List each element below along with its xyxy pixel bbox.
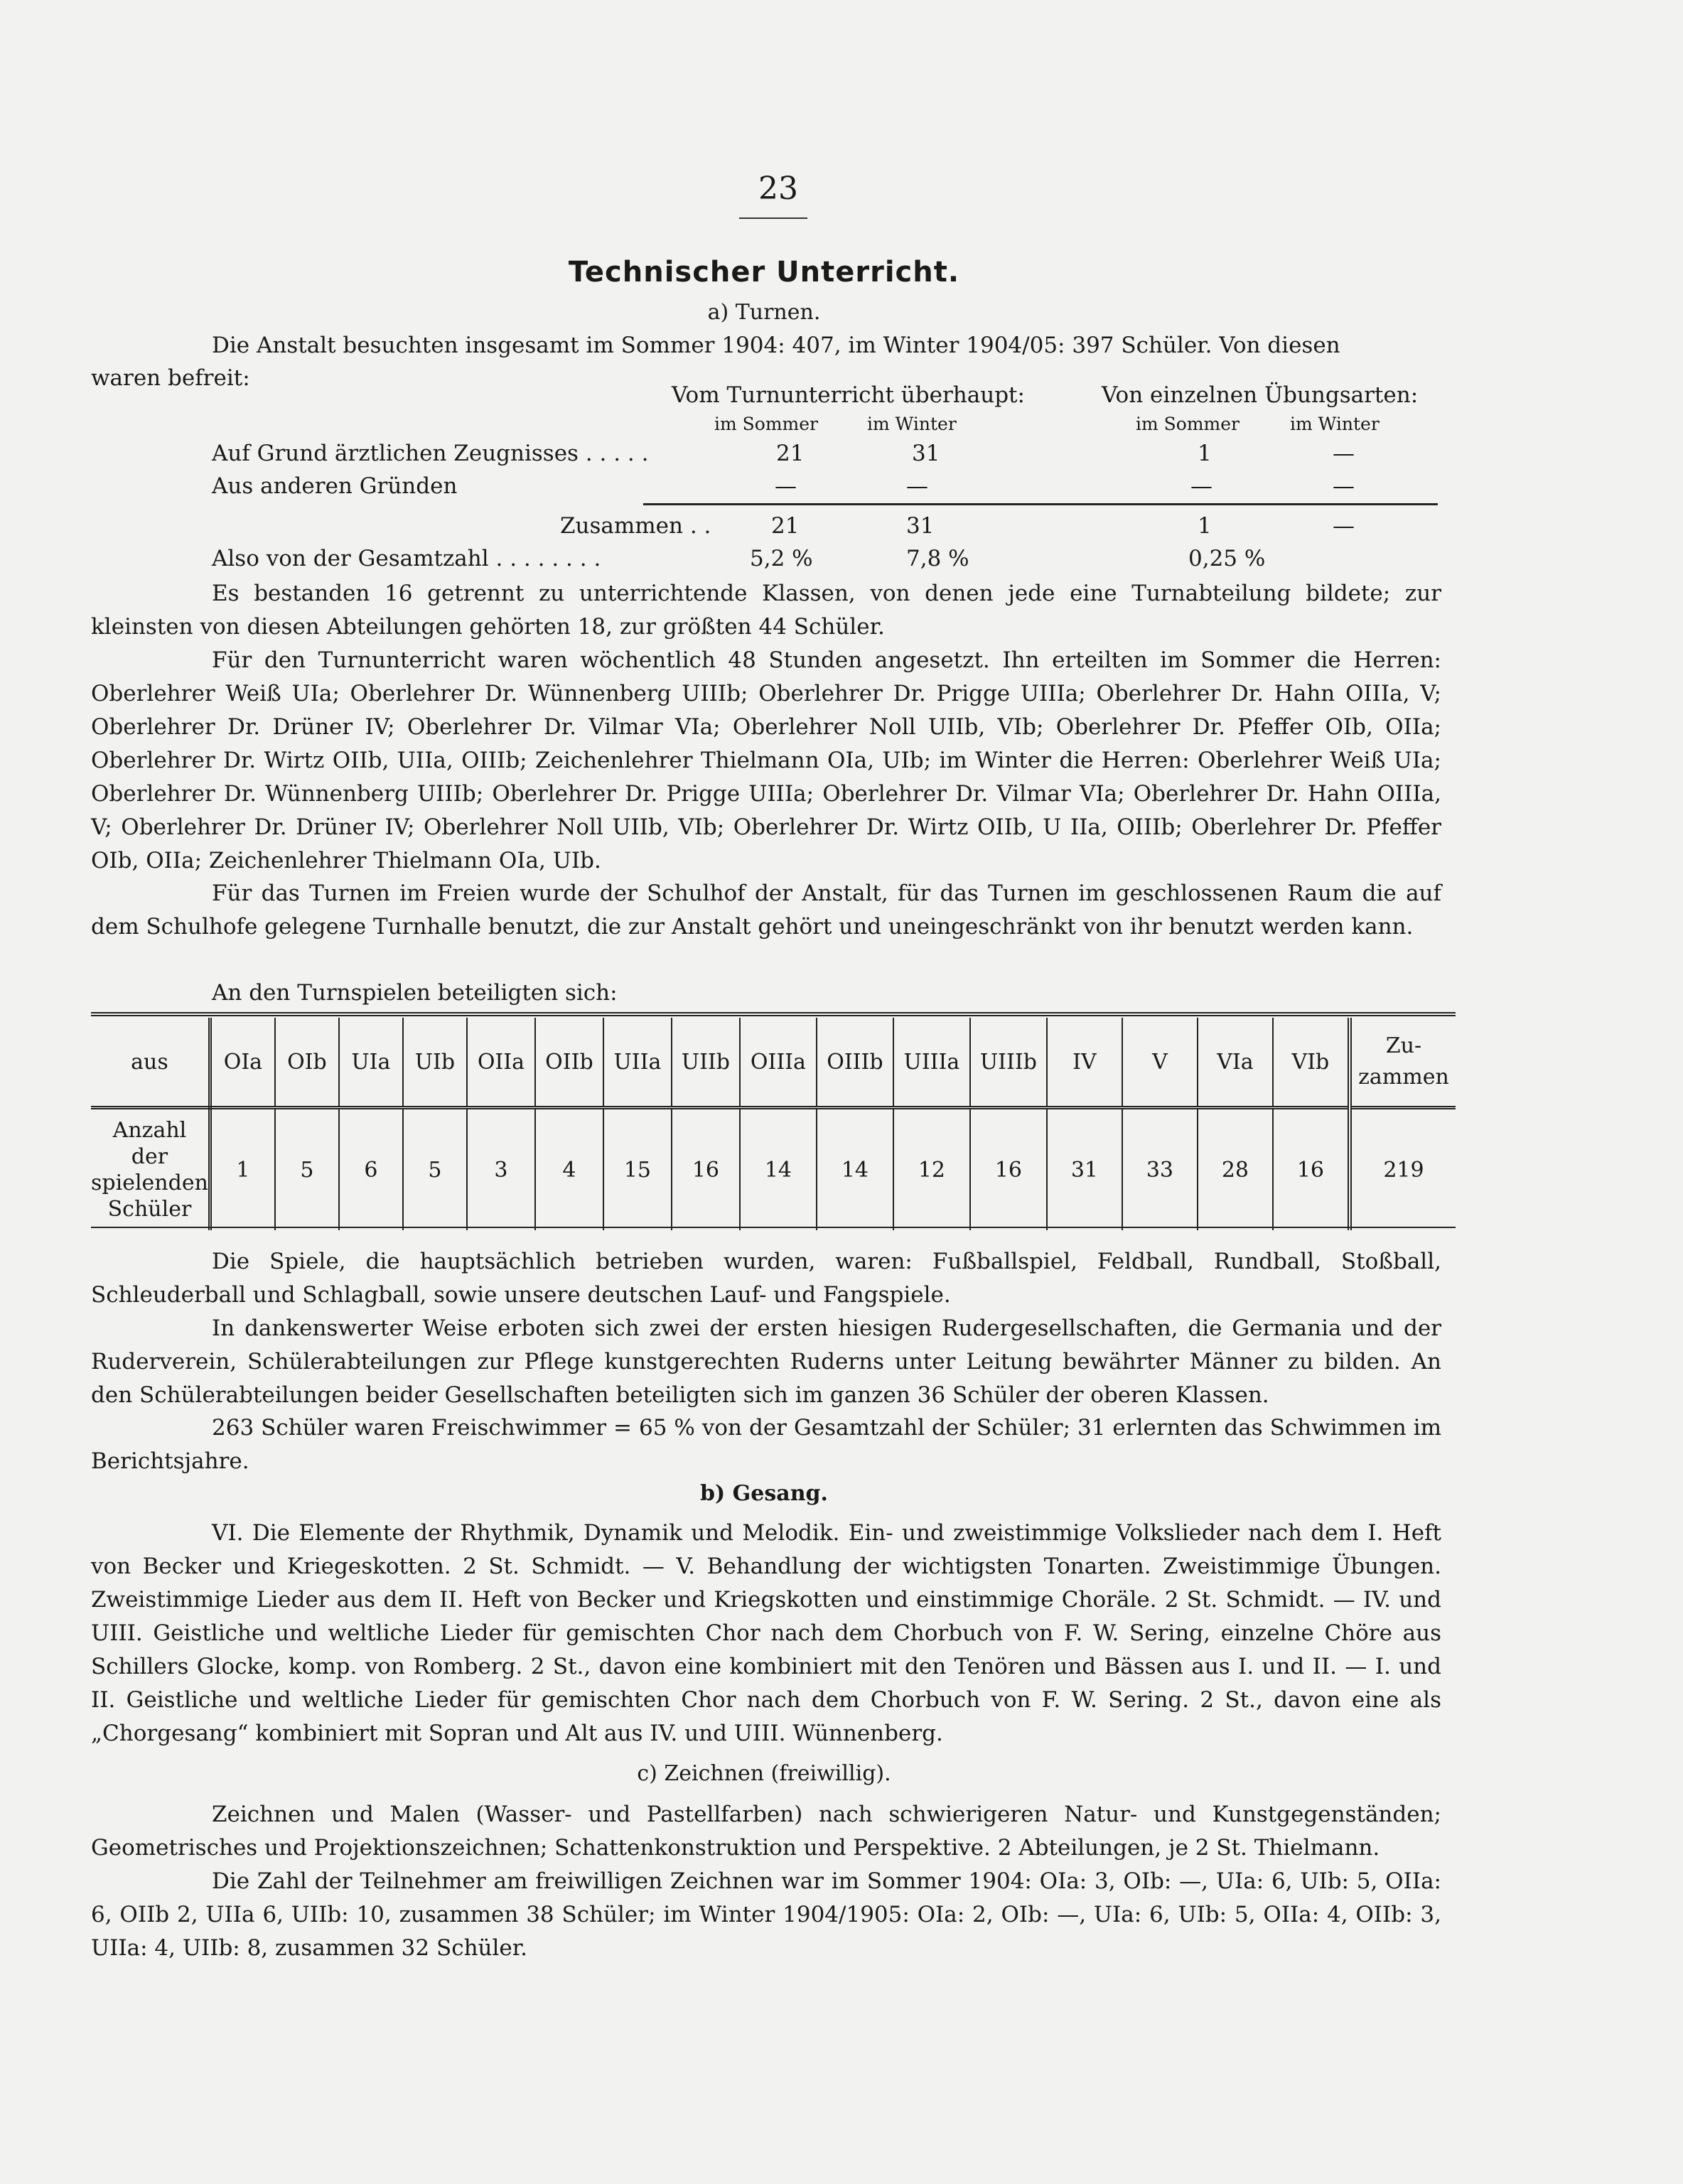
row-aerztlich-partial-summer: 1 (1198, 441, 1212, 466)
table-bottom-rule (91, 1227, 1456, 1228)
header-partial-summer: im Sommer (1136, 414, 1240, 434)
pct-label: Also von der Gesamtzahl . . . . . . . . (212, 546, 601, 571)
paragraph-schwimmen: 263 Schüler waren Freischwimmer = 65 % von der Gesamtzahl der Schüler; 31 erlernten das Schwimmen im Berichtsjahre. (91, 1415, 1441, 1474)
row-andere-winter: — (906, 473, 928, 499)
paragraph-lehrer: Für den Turnunterricht waren wöchentlich 48 Stunden angesetzt. Ihn erteilten im Sommer die Herren: Oberlehrer Weiß UIa; Oberlehrer Dr. Wünnenberg UIIIb; Oberlehrer Dr. Prigge UIIIa; Oberlehrer Dr. Hahn OIIIa, V; Oberlehrer Dr. Drüner IV; Oberlehrer Dr. Vilmar VIa; Oberlehrer Noll UIIb, VIb; Oberlehrer Dr. Pfeffer OIb, OIIa; Oberlehrer Dr. Wirtz OIIb, UIIa, OIIIb; Zeichenlehrer Thielmann OIa, UIb; im Winter die Herren: Oberlehrer Weiß UIa; Oberlehrer Dr. Wünnenberg UIIIb; Oberlehrer Dr. Prigge UIIIa; Oberlehrer Dr. Vilmar VIa; Oberlehrer Dr. Hahn OIIIa, V; Oberlehrer Dr. Drüner IV; Oberlehrer Noll UIIb, VIb; Oberlehrer Dr. Wirtz OIIb, U IIa, OIIIb; Oberlehrer Dr. Pfeffer OIb, OIIa; Zeichenlehrer Thielmann OIa, UIb. (91, 647, 1441, 873)
class-col-UIa: UIa (339, 1018, 403, 1108)
paragraph-turnen-im-freien: Für das Turnen im Freien wurde der Schulhof der Anstalt, für das Turnen im geschlossenen Raum die auf dem Schulhofe gelegene Turnhalle benutzt, die zur Anstalt gehört und uneingeschränkt von ihr benutzt werden kann. (91, 881, 1441, 940)
value-OIIb: 4 (535, 1108, 603, 1231)
pct-summer: 5,2 % (750, 546, 813, 571)
class-col-UIb: UIb (403, 1018, 467, 1108)
value-OIb: 5 (275, 1108, 339, 1231)
header-overall-summer: im Sommer (714, 414, 818, 434)
class-col-OIb: OIb (275, 1018, 339, 1108)
class-col-VIa: VIa (1198, 1018, 1273, 1108)
intro-line-1: Die Anstalt besuchten insgesamt im Sommer 1904: 407, im Winter 1904/05: 397 Schüler. Von diesen (212, 333, 1340, 358)
row-aerztlich-partial-winter: — (1333, 441, 1355, 466)
value-UIIIb: 16 (970, 1108, 1047, 1231)
subsection-b-heading: b) Gesang. (700, 1481, 828, 1506)
value-UIIIa: 12 (893, 1108, 970, 1231)
row-label (91, 1108, 210, 1231)
row-aerztlich-label: Auf Grund ärztlichen Zeugnisses . . . . . (212, 441, 649, 466)
row-aerztlich-summer: 21 (776, 441, 805, 466)
class-col-OIa: OIa (210, 1018, 275, 1108)
row-andere-partial-summer: — (1190, 473, 1212, 499)
sum-winter: 31 (906, 513, 935, 539)
value-VIb: 16 (1273, 1108, 1350, 1231)
class-col-VIb: VIb (1273, 1018, 1350, 1108)
table-top-rule (91, 1012, 1456, 1016)
section-title: Technischer Unterricht. (568, 256, 960, 289)
value-UIa: 6 (339, 1108, 403, 1231)
sum-summer: 21 (771, 513, 800, 539)
value-total: 219 (1350, 1108, 1456, 1231)
sum-partial-winter: — (1333, 513, 1355, 539)
value-OIa: 1 (210, 1108, 275, 1231)
paragraph-spiele-intro: An den Turnspielen beteiligten sich: (212, 980, 618, 1006)
paragraph-gesang: VI. Die Elemente der Rhythmik, Dynamik und Melodik. Ein- und zweistimmige Volkslieder nach dem I. Heft von Becker und Kriegeskotten. 2 St. Schmidt. — V. Behandlung der wichtigsten Tonarten. Zweistimmige Übungen. Zweistimmige Lieder aus dem II. Heft von Becker und Kriegskotten und einstimmige Choräle. 2 St. Schmidt. — IV. und UIII. Geistliche und weltliche Lieder für gemischten Chor nach dem Chorbuch von F. W. Sering, einzelne Chöre aus Schillers Glocke, komp. von Romberg. 2 St., davon eine kombiniert mit den Tenören und Bässen aus I. und II. — I. und II. Geistliche und weltliche Lieder für gemischten Chor nach dem Chorbuch von F. W. Sering. 2 St., davon eine als „Chorgesang“ kombiniert mit Sopran und Alt aus IV. und UIII. Wünnenberg. (91, 1520, 1441, 1746)
row-label-line3: spielenden (91, 1171, 208, 1195)
paragraph-zeichnen-2: Die Zahl der Teilnehmer am freiwilligen Zeichnen war im Sommer 1904: OIa: 3, OIb: —, UIa: 6, UIb: 5, OIIa: 6, OIIb 2, UIIa 6, UIIb: 10, zusammen 38 Schüler; im Winter 1904/1905: OIa: 2, OIb: —, UIa: 6, UIb: 5, OIIa: 4, OIIb: 3, UIIa: 4, UIIb: 8, zusammen 32 Schüler. (91, 1868, 1441, 1961)
class-col-UIIIb: UIIIb (970, 1018, 1047, 1108)
class-col-OIIa: OIIa (467, 1018, 535, 1108)
row-andere-label: Aus anderen Gründen (212, 473, 458, 499)
table-header-row (91, 1018, 1456, 1108)
total-head-line1: Zu- (1385, 1033, 1422, 1058)
class-col-IV: IV (1047, 1018, 1122, 1108)
header-partial: Von einzelnen Übungsarten: (1102, 382, 1419, 408)
paragraph-abteilungen: Es bestanden 16 getrennt zu unterrichtende Klassen, von denen jede eine Turnabteilung bildete; zur kleinsten von diesen Abteilungen gehörten 18, zur größten 44 Schüler. (91, 581, 1441, 640)
value-UIIa: 15 (603, 1108, 672, 1231)
pct-winter: 7,8 % (906, 546, 969, 571)
class-col-V: V (1122, 1018, 1198, 1108)
subsection-a-heading: a) Turnen. (707, 300, 821, 325)
paragraph-spiele: Die Spiele, die hauptsächlich betrieben wurden, waren: Fußballspiel, Feldball, Rundball, Stoßball, Schleuderball und Schlagball, sowie unsere deutschen Lauf- und Fangspiele. (91, 1249, 1441, 1308)
value-OIIIb: 14 (817, 1108, 893, 1231)
value-UIb: 5 (403, 1108, 467, 1231)
value-UIIb: 16 (672, 1108, 740, 1231)
row-andere-partial-winter: — (1333, 473, 1355, 499)
value-V: 33 (1122, 1108, 1198, 1231)
class-col-OIIb: OIIb (535, 1018, 603, 1108)
table-data-row (91, 1108, 1456, 1231)
subsection-c-heading: c) Zeichnen (freiwillig). (637, 1761, 891, 1786)
row-label-line4: Schüler (107, 1197, 192, 1222)
row-aerztlich-winter: 31 (912, 441, 940, 466)
value-VIa: 28 (1198, 1108, 1273, 1231)
turnspiele-table (91, 1018, 1456, 1230)
total-head-line2: zammen (1358, 1065, 1449, 1090)
sum-rule (643, 503, 1438, 505)
class-col-UIIa: UIIa (603, 1018, 672, 1108)
page-number: 23 (758, 171, 798, 207)
row-label-line2: der (131, 1144, 168, 1169)
value-IV: 31 (1047, 1108, 1122, 1231)
paragraph-zeichnen-1: Zeichnen und Malen (Wasser- und Pastellfarben) nach schwierigeren Natur- und Kunstgegenständen; Geometrisches und Projektionszeichnen; Schattenkonstruktion und Perspektive. 2 Abteilungen, je 2 St. Thielmann. (91, 1802, 1441, 1861)
total-col-header (1350, 1018, 1456, 1108)
row-label-line1: Anzahl (112, 1118, 187, 1143)
intro-line-2: waren befreit: (91, 365, 250, 391)
class-col-OIIIa: OIIIa (740, 1018, 817, 1108)
paragraph-ruder: In dankenswerter Weise erboten sich zwei der ersten hiesigen Rudergesellschaften, die Germania und der Ruderverein, Schülerabteilungen zur Pflege kunstgerechten Ruderns unter Leitung bewährter Männer zu bilden. An den Schülerabteilungen beider Gesellschaften beteiligten sich im ganzen 36 Schüler der oberen Klassen. (91, 1316, 1441, 1408)
header-overall-winter: im Winter (867, 414, 957, 434)
row-andere-summer: — (775, 473, 797, 499)
header-overall: Vom Turnunterricht überhaupt: (672, 382, 1025, 408)
page-number-rule (739, 217, 807, 219)
pct-partial-summer: 0,25 % (1188, 546, 1266, 571)
class-col-OIIIb: OIIIb (817, 1018, 893, 1108)
sum-label: Zusammen . . (560, 513, 711, 539)
class-col-UIIIa: UIIIa (893, 1018, 970, 1108)
table-corner: aus (91, 1018, 210, 1108)
sum-partial-summer: 1 (1198, 513, 1212, 539)
value-OIIa: 3 (467, 1108, 535, 1231)
class-col-UIIb: UIIb (672, 1018, 740, 1108)
value-OIIIa: 14 (740, 1108, 817, 1231)
header-partial-winter: im Winter (1290, 414, 1380, 434)
